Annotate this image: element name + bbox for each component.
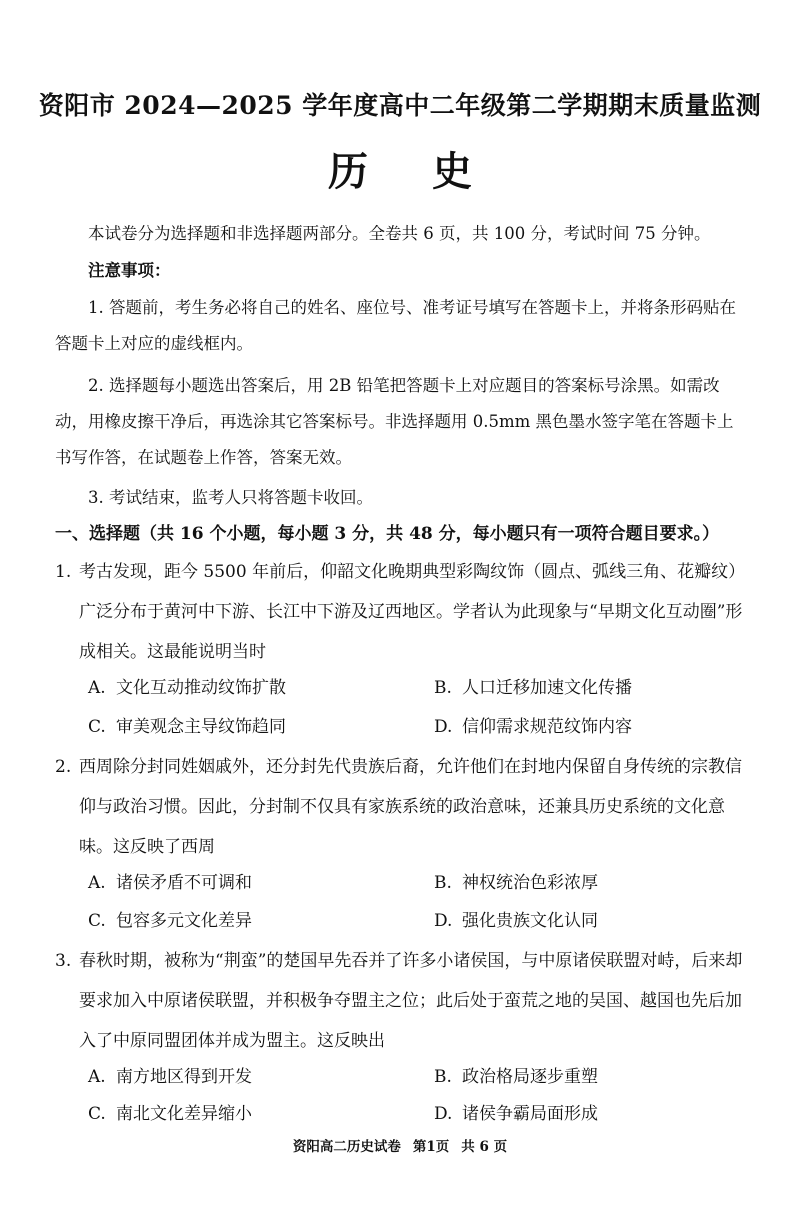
notes-heading: 注意事项： [88,261,171,280]
question-3 [55,941,755,1061]
note-2: 2. 选择题每小题选出答案后，用 2B 铅笔把答题卡上对应题目的答案标号涂黑。如需改动，用橡皮擦干净后，再选涂其它答案标号。非选择题用 0.5mm 黑色墨水签字笔在答题卡上书写作答，在试题卷上作答，答案无效。 [55,376,734,467]
option-1d: D. 信仰需求规范纹饰内容 [434,717,632,737]
section-heading: 一、选择题（共 16 个小题，每小题 3 分，共 48 分，每小题只有一项符合题目要求。） [55,524,720,544]
footer-paper-name: 资阳高二历史试卷 [292,1139,401,1155]
subject-title: 历史 [328,148,536,195]
option-3c: C. 南北文化差异缩小 [88,1104,252,1124]
footer-total-pages: 共 6 页 [461,1139,508,1155]
question-number: 1. [55,562,72,582]
option-2c: C. 包容多元文化差异 [88,911,252,931]
exam-title: 资阳市 2024—2025 学年度高中二年级第二学期期末质量监测 [38,91,762,120]
option-2a: A. 诸侯矛盾不可调和 [88,873,252,893]
question-stem: 西周除分封同姓姻戚外，还分封先代贵族后裔，允许他们在封地内保留自身传统的宗教信仰与政治习惯。因此，分封制不仅具有家族系统的政治意味，还兼具历史系统的文化意味。这反映了西周 [79,757,742,857]
question-number: 3. [55,951,72,971]
option-3b: B. 政治格局逐步重塑 [434,1067,598,1087]
option-1c: C. 审美观念主导纹饰趋同 [88,717,286,737]
footer-page-number: 第1页 [412,1139,450,1155]
note-3: 3. 考试结束，监考人只将答题卡收回。 [88,488,373,507]
option-1a: A. 文化互动推动纹饰扩散 [88,678,286,698]
intro-text: 本试卷分为选择题和非选择题两部分。全卷共 6 页，共 100 分，考试时间 75 分钟。 [88,224,711,243]
question-1 [55,552,755,672]
question-number: 2. [55,757,72,777]
page-footer [0,1135,800,1155]
question-2 [55,747,755,867]
option-1b: B. 人口迁移加速文化传播 [434,678,632,698]
question-stem: 考古发现，距今 5500 年前后，仰韶文化晚期典型彩陶纹饰（圆点、弧线三角、花瓣纹）广泛分布于黄河中下游、长江中下游及辽西地区。学者认为此现象与“早期文化互动圈”形成相关。这最能说明当时 [79,562,746,662]
option-3d: D. 诸侯争霸局面形成 [434,1104,598,1124]
option-2d: D. 强化贵族文化认同 [434,911,598,931]
option-3a: A. 南方地区得到开发 [88,1067,252,1087]
note-1: 1. 答题前，考生务必将自己的姓名、座位号、准考证号填写在答题卡上，并将条形码贴在答题卡上对应的虚线框内。 [55,298,736,353]
option-2b: B. 神权统治色彩浓厚 [434,873,598,893]
question-stem: 春秋时期，被称为“荆蛮”的楚国早先吞并了许多小诸侯国，与中原诸侯联盟对峙，后来却要求加入中原诸侯联盟，并积极争夺盟主之位；此后处于蛮荒之地的吴国、越国也先后加入了中原同盟团体并成为盟主。这反映出 [79,951,743,1051]
